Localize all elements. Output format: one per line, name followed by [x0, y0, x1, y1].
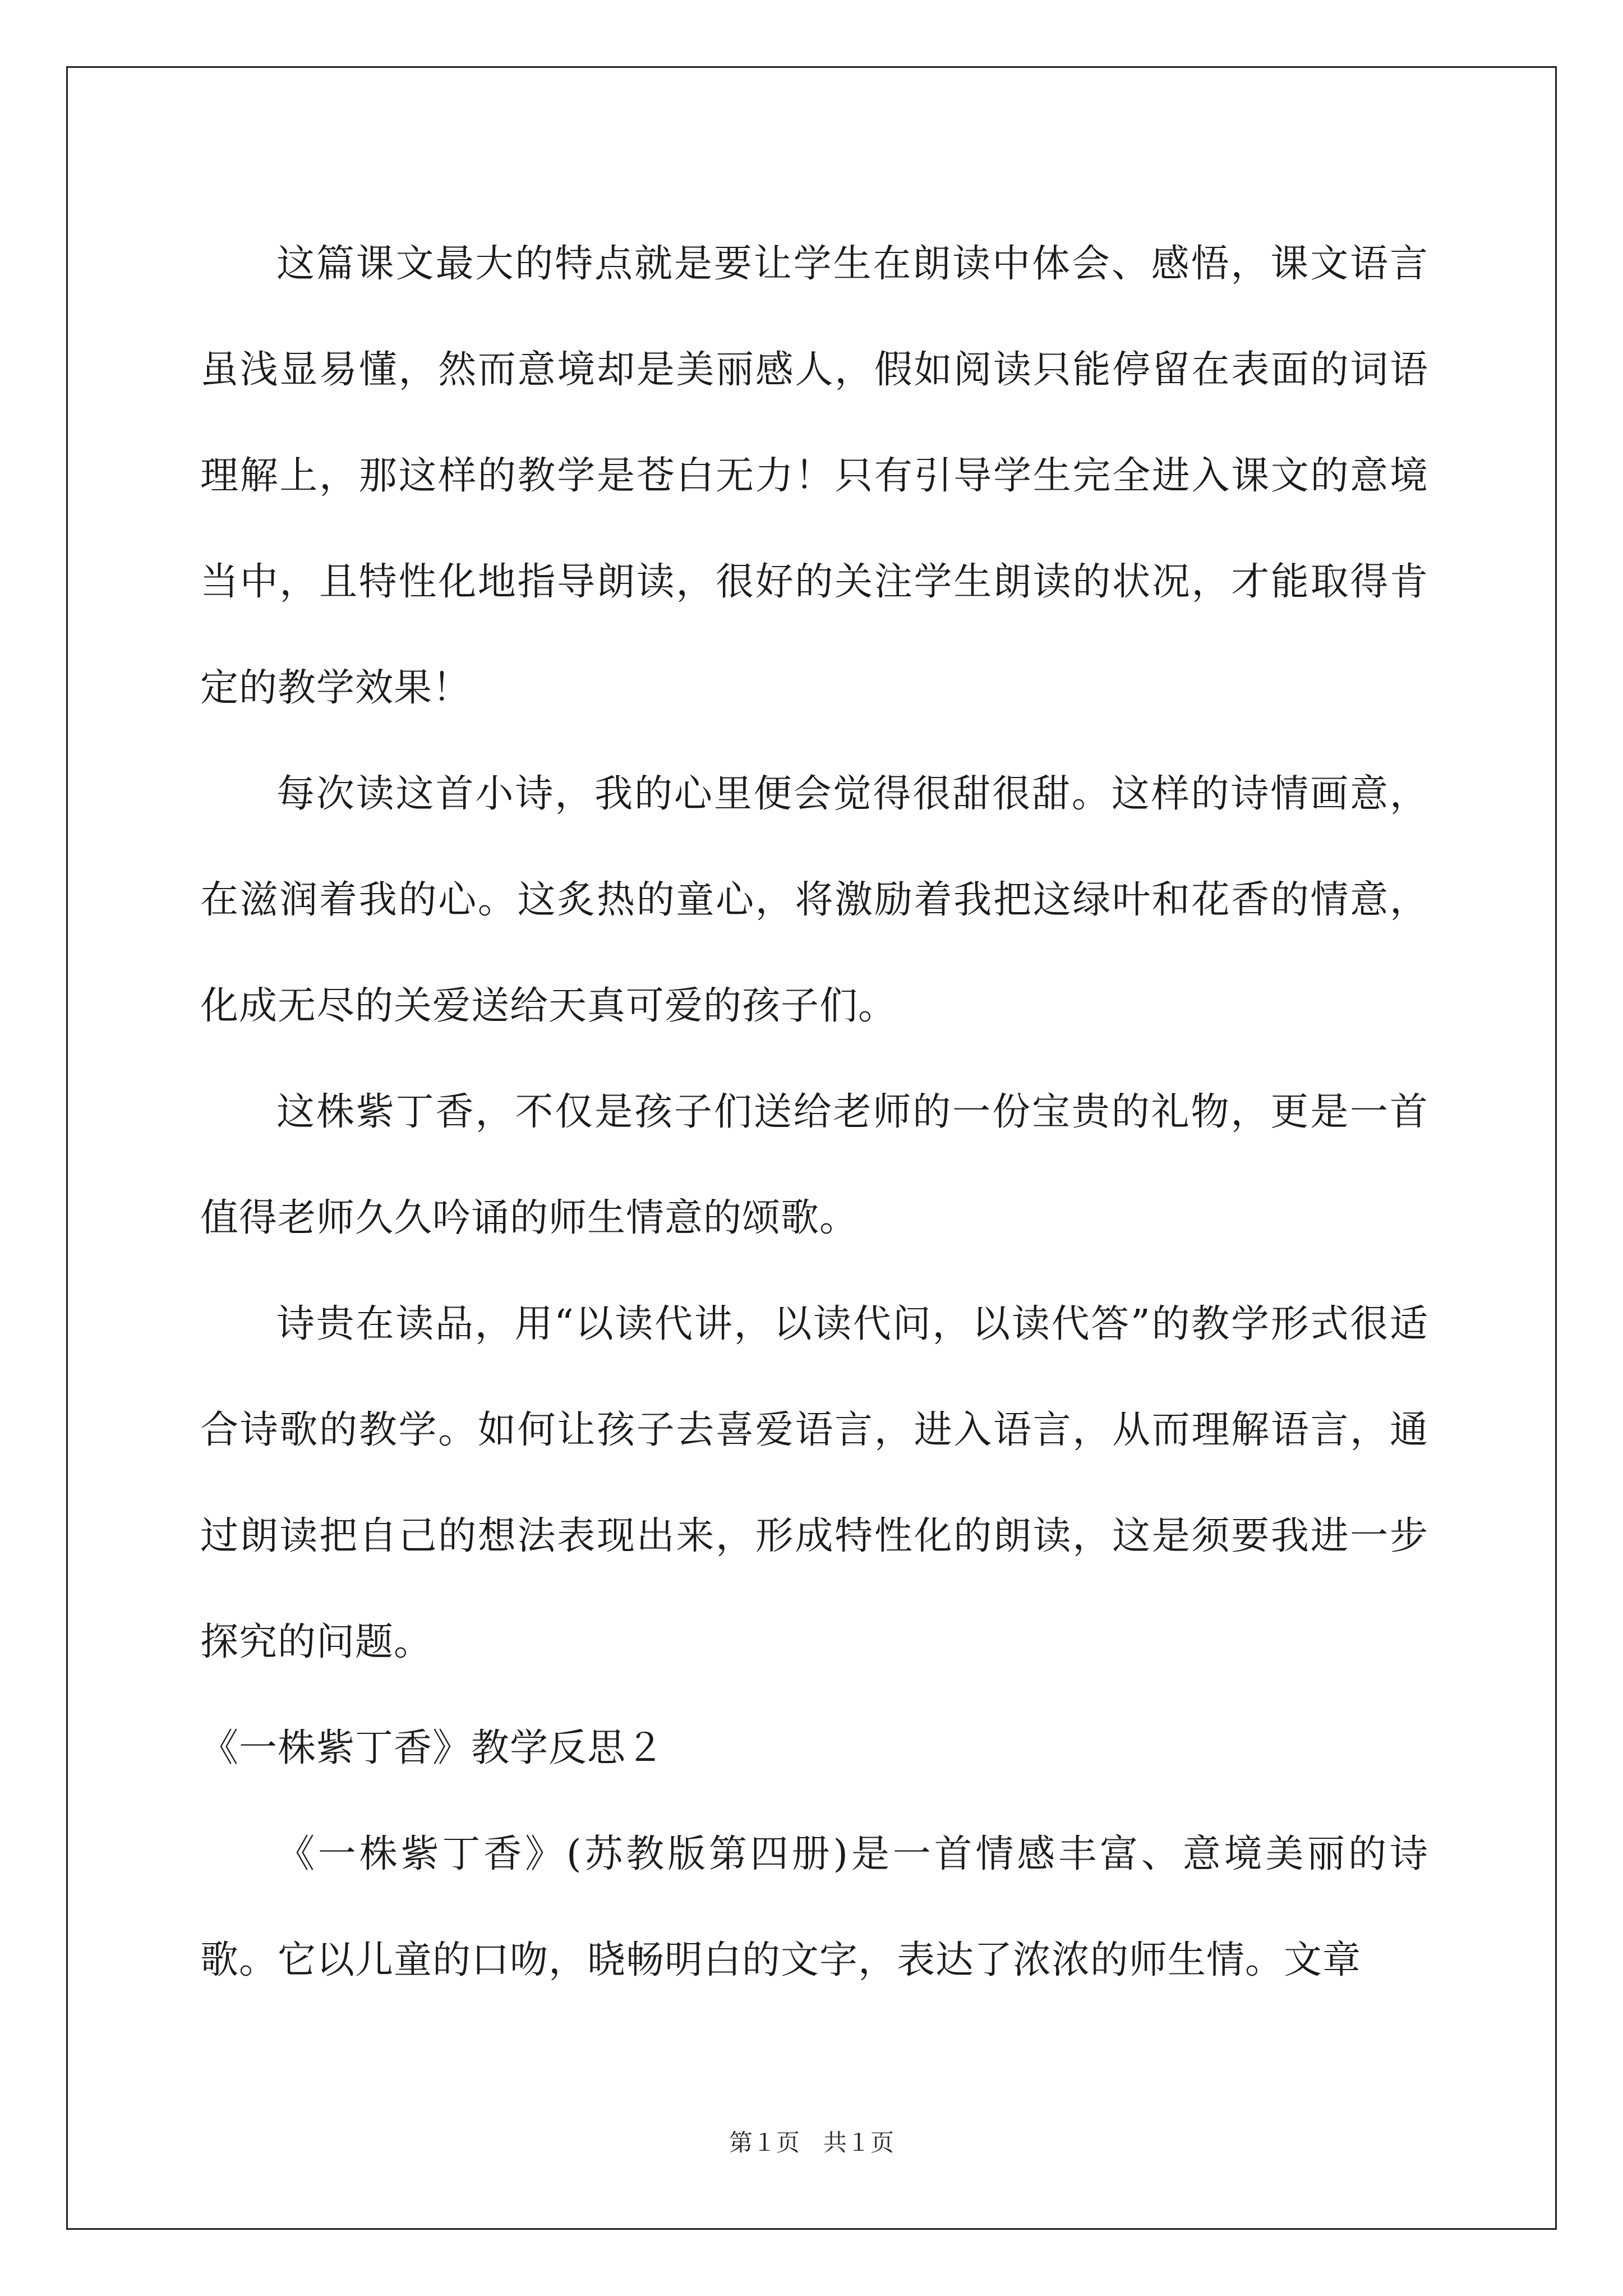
paragraph-3: 这株紫丁香，不仅是孩子们送给老师的一份宝贵的礼物，更是一首值得老师久久吟诵的师生情意的颂歌。: [200, 1090, 1428, 1240]
section-paragraph-1: 《一株紫丁香》(苏教版第四册)是一首情感丰富、意境美丽的诗歌。它以儿童的口吻，晓畅明白的文字，表达了浓浓的师生情。文章: [200, 1832, 1428, 1982]
paragraph-2: 每次读这首小诗，我的心里便会觉得很甜很甜。这样的诗情画意，在滋润着我的心。这炙热的童心，将激励着我把这绿叶和花香的情意，化成无尽的关爱送给天真可爱的孩子们。: [200, 772, 1428, 1028]
paragraph-1: 这篇课文最大的特点就是要让学生在朗读中体会、感悟，课文语言虽浅显易懂，然而意境却是美丽感人，假如阅读只能停留在表面的词语理解上，那这样的教学是苍白无力！只有引导学生完全进入课文的意境当中，且特性化地指导朗读，很好的关注学生朗读的状况，才能取得肯定的教学效果！: [200, 242, 1428, 710]
page-footer: 第１页 共１页: [728, 2129, 894, 2156]
paragraph-4: 诗贵在读品，用“以读代讲，以读代问，以读代答”的教学形式很适合诗歌的教学。如何让孩子去喜爱语言，进入语言，从而理解语言，通过朗读把自己的想法表现出来，形成特性化的朗读，这是须要我进一步探究的问题。: [200, 1302, 1428, 1664]
section-heading: 《一株紫丁香》教学反思２: [200, 1726, 665, 1770]
document-body: [200, 211, 1428, 2013]
